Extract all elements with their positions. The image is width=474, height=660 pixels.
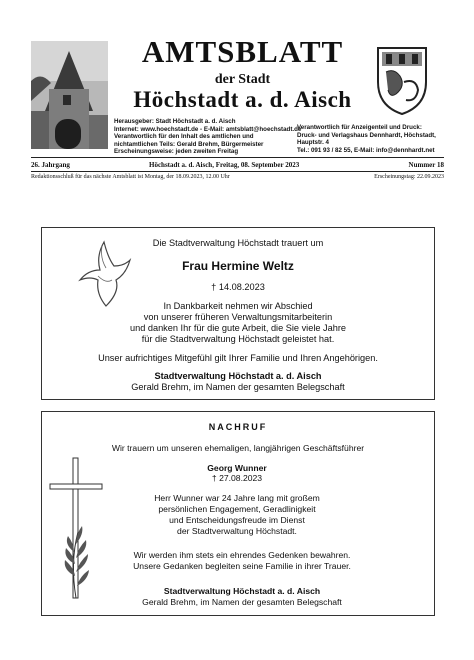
- imprint-line: Tel.: 091 93 / 82 55, E-Mail: info@dennhardt.net: [297, 146, 435, 154]
- notice-sympathy: Unser aufrichtiges Mitgefühl gilt Ihrer Familie und Ihren Angehörigen.: [98, 353, 378, 363]
- deadline-text: Redaktionsschluß für das nächste Amtsblatt ist Montag, der 18.09.2023, 12.00 Uhr: [31, 174, 230, 180]
- notice-intro: Wir trauern um unseren ehemaligen, langjährigen Geschäftsführer: [111, 443, 365, 453]
- notice-text-line: und Entscheidungsfreude im Dienst: [169, 515, 305, 525]
- imprint-line: Verantwortlich für Anzeigenteil und Druck:: [297, 124, 422, 131]
- notice-text-line: von unserer früheren Verwaltungsmitarbeiterin: [143, 312, 333, 322]
- notice-text-line: persönlichen Engagement, Geradlinigkeit: [158, 504, 316, 514]
- dove-icon: [66, 236, 136, 312]
- notice-signer: Gerald Brehm, im Namen der gesamten Belegschaft: [142, 597, 342, 607]
- masthead-town: Höchstadt a. d. Aisch: [133, 87, 352, 112]
- next-issue-date: Erscheinungstag: 22.09.2023: [374, 174, 444, 180]
- masthead-title: AMTSBLATT: [141, 34, 344, 69]
- imprint-line: Herausgeber: Stadt Höchstadt a. d. Aisch: [114, 118, 236, 125]
- deceased-name: Frau Hermine Weltz: [182, 259, 294, 273]
- imprint-line: nichtamtlichen Teils: Gerald Brehm, Bürgermeister: [114, 140, 264, 148]
- notice-intro: Die Stadtverwaltung Höchstadt trauert um: [152, 238, 324, 248]
- imprint-printer: [297, 124, 457, 154]
- masthead-subtitle: der Stadt: [214, 72, 271, 87]
- coat-of-arms-icon: [372, 42, 432, 116]
- imprint-line: Hauptstr. 4: [297, 139, 329, 147]
- notice-text-line: In Dankbarkeit nehmen wir Abschied: [163, 301, 313, 311]
- notice-signature: Stadtverwaltung Höchstadt a. d. Aisch: [154, 371, 322, 381]
- issue-number: Nummer 18: [408, 161, 444, 169]
- cross-with-wheat-icon: [48, 452, 114, 602]
- notice-text-line: und danken Ihr für die gute Arbeit, die Sie viele Jahre: [129, 323, 347, 333]
- imprint-line: Erscheinungsweise: jeden zweiten Freitag: [114, 148, 239, 156]
- deadline-line: [31, 172, 444, 182]
- death-date: † 27.08.2023: [211, 473, 263, 483]
- notice-text-line: Herr Wunner war 24 Jahre lang mit großem: [154, 493, 320, 503]
- imprint-line: Druck- und Verlagshaus Dennhardt, Höchstadt,: [297, 131, 436, 139]
- issue-line: [31, 159, 444, 171]
- obituary-notice-weltz: [41, 227, 435, 400]
- divider: [31, 157, 444, 158]
- imprint-publisher: [114, 118, 304, 156]
- notice-text-line: der Stadtverwaltung Höchstadt.: [177, 526, 297, 536]
- notice-signature: Stadtverwaltung Höchstadt a. d. Aisch: [163, 586, 321, 596]
- notice-closing-line: Unsere Gedanken begleiten seine Familie in ihrer Trauer.: [133, 561, 351, 571]
- imprint-line: Verantwortlich für den Inhalt des amtlichen und: [114, 133, 254, 141]
- volume-label: 26. Jahrgang: [31, 161, 70, 169]
- deceased-name: Georg Wunner: [207, 463, 267, 473]
- obituary-notice-wunner: [41, 411, 435, 616]
- notice-text-line: für die Stadtverwaltung Höchstadt geleistet hat.: [141, 334, 335, 344]
- notice-closing-line: Wir werden ihm stets ein ehrendes Gedenken bewahren.: [133, 550, 351, 560]
- masthead-photo-tower: [31, 41, 108, 149]
- notice-signer: Gerald Brehm, im Namen der gesamten Belegschaft: [131, 382, 345, 392]
- death-date: † 14.08.2023: [211, 282, 265, 292]
- notice-heading: NACHRUF: [208, 422, 268, 432]
- issue-date: Höchstadt a. d. Aisch, Freitag, 08. September 2023: [149, 161, 300, 169]
- imprint-line: Internet: www.hoechstadt.de - E-Mail: amtsblatt@hoechstadt.de: [114, 125, 302, 133]
